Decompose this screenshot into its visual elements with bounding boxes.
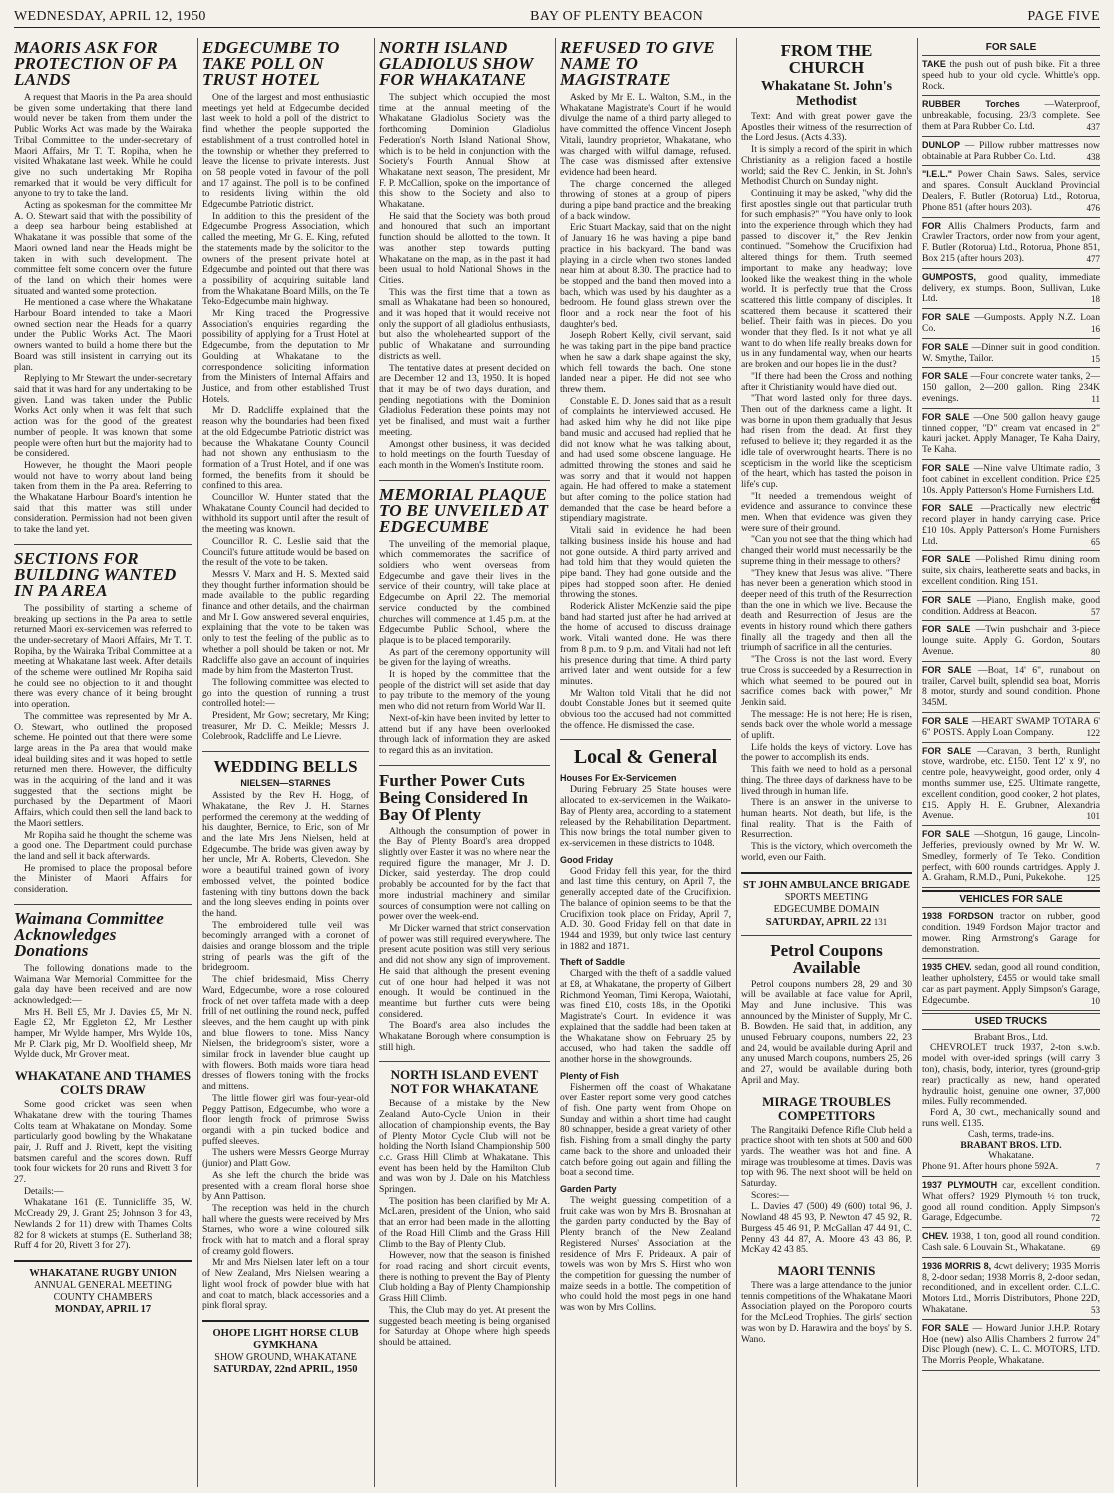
notice-rugby	[14, 1268, 192, 1316]
classified-ad	[922, 713, 1100, 743]
headline: WEDDING BELLS	[213, 757, 358, 777]
classified-ad	[922, 137, 1100, 167]
paragraph: The tentative dates at present decided on are December 12 and 13, 1950. It is hoped that it may be of two days duration, and pending negotiations with the Dominion Gladiolus Federation these points may not yet be finalised, and must wait a further meeting.	[379, 362, 550, 438]
ad-keyword: RUBBER Torches	[922, 99, 1020, 110]
ad-keyword: FOR SALE	[922, 503, 973, 514]
paragraph: Joseph Robert Kelly, civil servant, said he was taking part in the pipe band practice when he saw a dark shape against the sky, which fell towards the bach. One stone landed near a piper. He did not see who threw them.	[560, 330, 731, 395]
paragraph: The following donations made to the Waimana War Memorial Committee for the gala day have been received and are now acknowledged:—	[14, 962, 192, 1006]
paragraph: "That word lasted only for three days. Then out of the darkness came a light. It was borne in upon them gradually that Jesus had risen from the dead. At first they refused to believe it; they regarded it as the idle tale of overwrought hearts. There is no scepticism in the world like the scepticism of the heart, which has tasted the poison in life's cup.	[741, 393, 912, 490]
paragraph: President, Mr Gow; secretary, Mr King; treasurer, Mr D. C. Meikle; Messrs J. Colebrook, Radcliffe and Le Lievre.	[202, 710, 369, 743]
article-gladiolus	[379, 40, 550, 472]
notice-line: SATURDAY, 22nd APRIL, 1950	[213, 1363, 358, 1375]
paragraph: Mr King traced the Progressive Association's enquiries regarding the possibility of applying for a Trust Hotel at Edgecumbe, from the deputation to Mr Goulding at Whakatane to the correspondence soliciting information from the Ministers of Internal Affairs and Justice, and from other established Trust Hotels.	[202, 308, 369, 405]
classified-ad	[922, 826, 1100, 888]
paragraph: The following committee was elected to go into the question of running a trust controlled hotel:—	[202, 676, 369, 710]
ad-brabant	[922, 1030, 1100, 1177]
paragraph: There is an answer in the universe to human hearts. Not death, but life, is the final reality. That is the Faith of Resurrection.	[741, 797, 912, 841]
ad-number: 10	[1091, 995, 1100, 1006]
classified-ad	[922, 500, 1100, 551]
paragraph: It is hoped by the committee that the people of the district will set aside that day to pay tribute to the memory of the young men who did not return from World War II.	[379, 669, 550, 713]
headline: EDGECUMBE TO TAKE POLL ON TRUST HOTEL	[202, 38, 340, 89]
ad-text: good quality, immediate delivery, ex stumps. Boon, Sullivan, Luke Ltd.	[922, 271, 1100, 305]
ad-number: 131	[873, 916, 888, 927]
paragraph: Fishermen off the coast of Whakatane over Easter report some very good catches of fish. One party went from Ohope on Sunday and within a short time had caught 80 schnapper, beside a great variety of other fish. Fishing from a small dinghy the party came back to the shore and unloaded their catch before going out again and filling the boat a second time.	[560, 1081, 731, 1179]
divider	[14, 904, 192, 905]
classified-ad	[922, 1258, 1100, 1320]
paragraph: Text: And with great power gave the Apostles their witness of the resurrection of the Lord Jesus. (Acts 4.33).	[741, 111, 912, 144]
paragraph: Assisted by the Rev H. Hogg, of Whakatane, the Rev J. H. Starnes performed the ceremony at the wedding of his daughter, Bernice, to Eric, son of Mr and the late Mrs Jens Nielsen, held at Edgecumbe. The bride was given away by her uncle, Mr A. Roberts, Clevedon. She wore a beautiful trained gown of ivory embossed velvet, the pointed bodice fastening with tiny buttons down the back and the long sleeves ending in points over the hand.	[202, 790, 369, 919]
item-title: Plenty of Fish	[560, 1070, 620, 1081]
paragraph: Because of a mistake by the New Zealand Auto-Cycle Union in their allocation of championship events, the Bay of Plenty Motor Cycle Club will not be holding the North Island Championship 500 c.c. Grass Hill Climb at Whakatane. This event has been held by the Hamilton Club and was won by J. Dale on his Matchless Springen.	[379, 1098, 550, 1196]
paragraph: He promised to place the proposal before the Minister of Maori Affairs for consideration.	[14, 862, 192, 896]
paragraph: L. Davies 47 (500) 49 (600) total 96, J. Nowland 48 45 93, P. Newton 47 45 92, R. Burgess 45 46 91, P. McGallan 47 44 91, C. Penny 43 44 87, A. Moore 43 43 86, P. McKay 42 43 85.	[741, 1201, 912, 1256]
ad-number: 53	[1091, 1304, 1100, 1315]
paragraph: The ushers were Messrs George Murray (junior) and Platt Gow.	[202, 1147, 369, 1170]
paragraph: Good Friday fell this year, for the third and last time this century, on April 7, the generally accepted date of the Crucifixion. The balance of opinion seems to be that the Crucifixion took place on Friday, April 7, A.D. 30. Good Friday fell on that date in 1944 and 1939, but only twice last century in 1882 and 1871.	[560, 865, 731, 952]
ad-number: 477	[1086, 253, 1100, 264]
ad-number: 64	[1091, 496, 1100, 507]
article-petrol-coupons	[741, 942, 912, 1087]
notice-line: ANNUAL GENERAL MEETING	[33, 1279, 173, 1291]
ad-number: 438	[1086, 151, 1100, 162]
ad-text: 4cwt delivery; 1935 Morris 8, 2-door sedan; 1938 Morris 8, 2-door sedan, reconditioned, and in excellent order. C.L.C. Motors Ltd., Morris Distributors, Phone 22D, Whakatane.	[922, 1260, 1100, 1315]
paragraph: He said that the Society was both proud and honoured that such an important function should be allotted to the town. It was another step towards putting Whakatane on the map, as in the past it had been usual to hold National Shows in the Cities.	[379, 210, 550, 286]
ad-number: 80	[1091, 647, 1100, 658]
paragraph: The subject which occupied the most time at the annual meeting of the Whakatane Gladiolus Society was the forthcoming Dominion Gladiolus Federation's North Island National Show, which is to be held in conjunction with the Society's Fourth Annual Show at Whakatane next season, The president, Mr F. P. McCallion, spoke on the importance of this show to the Society and also to Whakatane.	[379, 92, 550, 211]
paragraph: "They knew that Jesus was alive. "There has never been a generation which stood in deeper need of this truth of the Resurrection than the one in which we live. Because the death and Resurrection of Jesus are the events in history round which there gathers finally all the tragedy and then all the triumph of sacrifice in all the centuries.	[741, 567, 912, 654]
divider	[202, 751, 369, 752]
paragraph: Whakatane 161 (E. Tunnicliffe 35, W. McCready 29, J. Grant 25; Johnson 3 for 43, Newlands 2 for 11) drew with Thames Colts 82 for 8 wickets at stumps (E. Sutherland 38; Ruff 4 for 20, Rivett 3 for 27).	[14, 1197, 192, 1252]
ad-text: Allis Chalmers Products, farm and Crawler Tractors, order now from your agent, F. Butler (Rotorua) Ltd., Rotorua, Phone 851, Box 215 (after hours 203).	[922, 220, 1100, 264]
paragraph: There was a large attendance to the junior tennis competitions of the Whakatane Maori Association played on the Poroporo courts for the McLeod Trophies. The girls' section was won by D. Harawira and the boys' by S. Wano.	[741, 1279, 912, 1345]
paragraph: The reception was held in the church hall where the guests were received by Mrs Starnes, who wore a wine coloured silk frock with hat to match and a floral spray of creamy gold flowers.	[202, 1202, 369, 1257]
paragraph: Mr Walton told Vitali that he did not doubt Constable Jones but it seemed quite obvious too the accused had not committed the offence. He dismissed the case.	[560, 687, 731, 731]
paragraph: During February 25 State houses were allocated to ex-servicemen in the Waikato-Bay of Plenty area, according to a statement released by the Rehabilitation Department. This now brings the total number given to ex-servicemen in these districts to 1048.	[560, 784, 731, 849]
classified-ad	[922, 592, 1100, 622]
classified-ad	[922, 339, 1100, 369]
ad-text: —Twin pushchair and 3-piece lounge suite. Apply G. Gordon, Soutars Avenue.	[922, 624, 1100, 658]
ad-keyword: FOR SALE	[922, 745, 972, 756]
ad-number: 16	[1091, 323, 1100, 334]
section-header: VEHICLES FOR SALE	[922, 890, 1100, 908]
notice-line: SPORTS MEETING	[784, 891, 869, 903]
column-rule	[736, 38, 737, 1487]
ad-number: 101	[1086, 811, 1100, 822]
classified-ad	[922, 1177, 1100, 1228]
paragraph: Constable E. D. Jones said that as a result of complaints he interviewed accused. He had asked him why he did not like pipe band music and accused had replied that he did not know what he was talking about, and had used some obscene language. He admitted throwing the stones and said he was sorry and that it would not happen again. He had offered to make a statement but after coming to the police station had demanded that the case be heard before a stipendiary magistrate.	[560, 395, 731, 525]
headline: Local & General	[573, 746, 718, 769]
paragraph: Councillor R. C. Leslie said that the Council's future attitude would be based on the result of the vote to be taken.	[202, 535, 369, 569]
article-cricket	[14, 1069, 192, 1252]
column-rule	[197, 38, 198, 1487]
article-sections	[14, 548, 192, 896]
masthead-date: WEDNESDAY, APRIL 12, 1950	[14, 9, 206, 24]
paragraph: Acting as spokesman for the committee Mr A. O. Stewart said that with the possibility of a deep sea harbour being established at Whakatane it was possible that some of the Maori owned land near the Heads might be taken in with such development. The committee felt some concern over the future of the land on which their homes were situated and wanted some protection.	[14, 200, 192, 297]
column-rule	[917, 38, 918, 1487]
ad-number: 476	[1086, 202, 1100, 213]
paragraph: One of the largest and most enthusiastic meetings yet held at Edgecumbe decided last week to hold a poll of the district to find whether the people supported the establishment of a trust controlled hotel in the township or whether they preferred to leave the license to private interests. Just on 58 people voted in favour of the poll and 17 against. The poll is to be confined to residents living within the old Edgecumbe Patriotic district.	[202, 92, 369, 211]
paragraph: Mr Ropiha said he thought the scheme was a good one. The Department could purchase the land and sell it back afterwards.	[14, 829, 192, 862]
ad-keyword: FOR	[922, 220, 941, 231]
headline: REFUSED TO GIVE NAME TO MAGISTRATE	[560, 38, 715, 89]
ad-number: 7	[1095, 1162, 1100, 1173]
ad-line: Phone 91. After hours phone 592A.	[922, 1161, 1059, 1173]
paragraph: The position has been clarified by Mr A. McLaren, president of the Union, who said that an error had been made in the allotting of the Road Hill Climb and the Grass Hill Climb to the Bay of Plenty Club.	[379, 1195, 550, 1250]
item-title: Good Friday	[560, 854, 614, 865]
paragraph: Continuing it may be asked, "why did the first apostles single out that particular truth for such emphasis?" "You have only to look into the experience through which they had passed to discover it," the Rev Jenkin continued. "Somehow the Crucifixion had altered things for them. Truth seemed important to make any headway; love looked like the weakest thing in the whole world. It is perfectly true that the Cross scattered this little company of disciples. It scattered them because it scattered their belief. Their faith was in pieces. Do you wonder that they fled. Is it not what ye all want to do when life really breaks down for us in any fundamental way, when our hearts are broken and our hopes lie in the dust?	[741, 187, 912, 371]
paragraph: However, now that the season is finished for road racing and short circuit events, there is nothing to prevent the Bay of Plenty Club holding a Bay of Plenty Championship Grass Hill Climb.	[379, 1250, 550, 1305]
ad-text: —HEART SWAMP TOTARA 6' 6" POSTS. Apply Loan Company.	[922, 716, 1100, 738]
ad-line: Ford A, 30 cwt., mechanically sound and runs well. £135.	[922, 1107, 1100, 1129]
ad-keyword: CHEV.	[922, 1231, 949, 1242]
paragraph: The weight guessing competition of a fruit cake was won by Mrs B. Brosnahan at the garden party conducted by the Bay of Plenty branch of the New Zealand Registered Nurses' Association at the residence of Mrs F. Prideaux. A pair of towels was won by Mrs S. Hirst who won the competition for guessing the number of maize seeds in a bottle. The competition of who could hold the most pegs in one hand was won by Mrs Collins.	[560, 1194, 731, 1314]
ad-number: 15	[1091, 353, 1100, 364]
paragraph: Mr and Mrs Nielsen later left on a tour of New Zealand, Mrs Nielsen wearing a light wool frock of powder blue with hat and coat to match, black accessories and a pink floral spray.	[202, 1257, 369, 1312]
ad-line: BRABANT BROS. LTD.	[960, 1139, 1062, 1151]
ad-text: —Waterproof, unbreakable, focusing. 23/3 complete. See them at Para Rubber Co. Ltd.	[922, 99, 1100, 132]
article-mirage	[741, 1095, 912, 1256]
classified-ad	[922, 551, 1100, 591]
paragraph: This, the Club may do yet. At present the suggested beach meeting is being organised for Saturday at Ohope where high speeds should be attained.	[379, 1304, 550, 1348]
ad-number: 437	[1086, 121, 1100, 132]
ad-text: tractor on rubber, good condition. 1949 Fordson Major tractor and mower. Ring Armstrong's Garage for demonstration.	[922, 911, 1100, 955]
ad-text: Power Chain Saws. Sales, service and spares. Consult Auckland Provincial Dealers, F. Butler (Rotorua) Ltd., Rotorua, Phone 851 (after hours 203).	[922, 169, 1100, 213]
item-title: Garden Party	[560, 1183, 617, 1194]
paragraph: In addition to this the president of the Edgecumbe Progress Association, which called the meeting, Mr G. E. King, refuted the statements made by the solicitor to the owners of the present private hotel at Edgecumbe and pointed out that there was a possibility of acquiring suitable land from the Whakatane Board Mills, on the Te Teko-Edgecumbe main highway.	[202, 210, 369, 308]
classified-ad	[922, 743, 1100, 827]
paragraph: "If there had been the Cross and nothing after it Christianity would have died out.	[741, 370, 912, 393]
ad-text: —One 500 gallon heavy gauge tinned copper, "D" cream vat encased in 2" kauri jacket. Apply Manager, Te Kaha Dairy, Te Kaha.	[922, 411, 1100, 456]
ad-keyword: FOR SALE	[922, 624, 971, 635]
paragraph: Although the consumption of power in the Bay of Plenty Board's area dropped slightly over Easter it was no where near the required figure the manager, Mr J. D. Dicker, said yesterday. The drop could probably be accounted for by the fact that more industrial machinery and similar sources of consumption were not calling on power over the week-end.	[379, 825, 550, 923]
paragraph: Charged with the theft of a saddle valued at £8, at Whakatane, the property of Gilbert Richmond Yeoman, Timi Keropa, Waiotahi, was fined £10, costs 18s, in the Opotiki Magistrate's Court. In evidence it was explained that the saddle had been taken at the Whakatane show on February 25 by accused, who had taken the saddle off another horse in the showgrounds.	[560, 968, 731, 1065]
classified-ad	[922, 1228, 1100, 1258]
paragraph: Mrs H. Bell £5, Mr J. Davies £5, Mr N. Eagle £2, Mr Eggleton £2, Mr Lesther hamper, Mr Wylde hamper, Mrs Wylde 10s, Mr P. Clark pig, Mr D. Woolfield sheep, Mr Wylde duck, Mr Grover meat.	[14, 1006, 192, 1061]
headline: SECTIONS FOR BUILDING WANTED IN PA AREA	[14, 548, 177, 600]
classified-ad	[922, 96, 1100, 136]
notice-line: GYMKHANA	[253, 1339, 318, 1351]
vehicle-ads-list	[922, 908, 1100, 1010]
notice-line: EDGECUMBE DOMAIN	[773, 903, 880, 915]
paragraph: Asked by Mr E. L. Walton, S.M., in the Whakatane Magistrate's Court if he would divulge the name of a third party alleged to have committed the offence Vincent Joseph Vitali, laundry proprietor, Whakatane, who was charged with wilful damage, refused. The case was dismissed after extensive evidence had been heard.	[560, 92, 731, 178]
column-1	[14, 38, 192, 1489]
ad-text: —Polished Rimu dining room suite, six chairs, leatherette seats and backs, in excellent condition. Ring 151.	[922, 554, 1100, 588]
divider	[379, 765, 550, 766]
item-title: Theft of Saddle	[560, 957, 625, 968]
classified-ad	[922, 1320, 1100, 1371]
paragraph: Next-of-kin have been invited by letter to attend but if any have been overlooked through lack of information they are asked to regard this as an invitation.	[379, 712, 550, 756]
ad-keyword: DUNLOP	[922, 139, 960, 150]
ad-keyword: "I.E.L."	[922, 169, 953, 180]
paragraph: The message: He is not here; He is risen, sends back over the whole world a message of uplift.	[741, 708, 912, 742]
ad-number: 125	[1086, 873, 1100, 884]
paragraph: Petrol coupons numbers 28, 29 and 30 will be available at face value for April, May and June inclusive. This was announced by the Minister of Supply, Mr C. B. Bowden. He said that, in addition, any unused February coupons, numbers 22, 23 and 24, would be available during April and any unused March coupons, numbers 25, 26 and 27, would be available during both April and May.	[741, 978, 912, 1086]
subheadline: Whakatane St. John's Methodist	[760, 79, 893, 109]
paragraph: The unveiling of the memorial plaque, which commemorates the sacrifice of soldiers who went overseas from Edgecumbe and gave their lives in the service of their country, will take place at Edgecumbe on April 22. The memorial service conducted by the combined churches will commence at 1.45 p.m. at the Edgecumbe Public School, where the plaque is to be placed temporarily.	[379, 538, 550, 646]
item-title: Houses For Ex-Servicemen	[560, 773, 677, 784]
headline: FROM THE CHURCH	[780, 41, 873, 77]
article-maori-pa-lands	[14, 40, 192, 536]
ad-line: CHEVROLET truck 1937, 2-ton s.w.b. model with over-ided springs (will carry 3 ton), chasis, body, interior, tyres (ground-grip rear) practically as new, hand operated hydraulic hoist, genuine one owner, 37,000 miles. Fully recommended.	[922, 1042, 1100, 1108]
headline: WHAKATANE AND THAMES COLTS DRAW	[14, 1068, 192, 1098]
paragraph: Vitali said in evidence he had been talking business inside his house and had not gone outside. A third party arrived and had told him that they would quieten the pipe band. They had gone outside and the pipes had stopped soon after. He denied throwing the stones.	[560, 525, 731, 601]
column-5	[741, 38, 912, 1489]
ad-text: car, excellent condition. What offers? 1929 Plymouth ½ ton truck, good all round condition. Apply Simpson's Garage, Edgecumbe.	[922, 1179, 1100, 1224]
paragraph: The charge concerned the alleged throwing of stones at a group of pipers during a pipe band practice and the breaking of a back window.	[560, 178, 731, 222]
ad-keyword: FOR SALE	[922, 554, 971, 565]
article-motorcycle	[379, 1068, 550, 1348]
paragraph: As part of the ceremony opportunity will be given for the laying of wreaths.	[379, 646, 550, 669]
notice-line: ST JOHN AMBULANCE BRIGADE	[743, 879, 910, 891]
ad-text: — Howard Junior J.H.P. Rotary Hoe (new) also Allis Chambers 2 furrow 24" Disc Plough (new). C. L. C. MOTORS, LTD. The Morris People, Whakatane.	[922, 1322, 1100, 1367]
classified-ad	[922, 908, 1100, 959]
paragraph: The possibility of starting a scheme of breaking up sections in the Pa area to settle returned Maori ex-servicemen was referred to the under-secretary of Maori Affairs, Mr T. T. Ropiha, by the Wairaka Tribal Committee at a meeting at Whakatane last week. After details of the scheme were outlined Mr Ropiha said he could see no objection to it and thought there was every chance of it being brought into operation.	[14, 602, 192, 711]
divider	[379, 1061, 550, 1062]
article-from-the-church	[741, 42, 912, 864]
paragraph: Eric Stuart Mackay, said that on the night of January 16 he was having a pipe band practice in his backyard. The band was playing in a circle when two stones landed near him at about 8.30. The practice had to be stopped and the band then moved into a bach, which was used by his daughter as a bedroom. He found glass strewn over the floor and a rock near the foot of his daughter's bed.	[560, 222, 731, 330]
column-3	[379, 38, 550, 1489]
paragraph: The little flower girl was four-year-old Peggy Pattison, Edgecumbe, who wore a floor length frock of primrose Swiss organdi with a pin tucked bodice and puffed sleeves.	[202, 1092, 369, 1147]
ad-keyword: FOR SALE	[922, 312, 970, 323]
notice-line: SHOW GROUND, WHAKATANE	[214, 1351, 357, 1363]
ad-text: the push out of push bike. Fit a three speed hub to your old cycle. Whittle's opp. Rock.	[922, 59, 1100, 92]
ad-line: Whakatane.	[988, 1150, 1034, 1162]
divider	[202, 1320, 369, 1322]
article-wedding	[202, 758, 369, 1312]
headline: NORTH ISLAND EVENT NOT FOR WHAKATANE	[390, 1067, 539, 1097]
masthead	[14, 6, 1100, 28]
paragraph: "The Cross is not the last word. Every true Cross is succeeded by a Resurrection in which what seemed to be poured out in sacrifice comes back with power," Mr Jenkin said.	[741, 654, 912, 708]
paragraph: The Rangitaiki Defence Rifle Club held a practice shoot with ten shots at 500 and 600 yards. The weather was hot and fine. A mirage was troublesome at times. Davis was top with 96. The next shoot will be held on Saturday.	[741, 1124, 912, 1190]
classified-ad	[922, 218, 1100, 269]
ad-number: 72	[1091, 1213, 1100, 1224]
ad-text: —Nine valve Ultimate radio, 3 foot cabinet in excellent condition. Price £25 10s. Apply Patterson's Home Furnishers Ltd.	[922, 462, 1100, 496]
ad-keyword: 1935 CHEV.	[922, 962, 972, 973]
ad-text: 1938, 1 ton, good all round condition. Cash sale. 6 Louvain St., Whakatane.	[922, 1231, 1100, 1253]
notice-ambulance	[741, 880, 912, 929]
column-2	[202, 38, 369, 1489]
divider	[14, 544, 192, 545]
ad-text: —Piano, English make, good condition. Address at Beacon.	[922, 594, 1100, 617]
classified-ad	[922, 621, 1100, 661]
ad-keyword: FOR SALE	[922, 411, 970, 422]
headline: MEMORIAL PLAQUE TO BE UNVEILED AT EDGECUMBE	[379, 484, 549, 536]
ad-keyword: FOR SALE	[922, 664, 972, 675]
ad-line: Brabant Bros., Ltd.	[974, 1031, 1048, 1043]
ad-keyword: 1938 FORDSON	[922, 911, 994, 922]
classified-ad	[922, 309, 1100, 339]
paragraph: Messrs V. Marx and H. S. Mexted said they thought further information should be made available to the public regarding finance and other details, and the chairman and Mr I. Gow answered several enquiries, explaining that the vote to be taken was only to test the feeling of the public as to whether a poll should be taken or not. Mr Radcliffe also gave an account of inquiries made by him from the Masterton Trust.	[202, 568, 369, 677]
ad-text: —Four concrete water tanks, 2—150 gallon, 2—200 gallon. Ring 234K evenings.	[922, 371, 1100, 404]
ad-text: sedan, good all round condition, leather upholstery, £455 or would take small car as part payment. Apply Simpson's Garage, Edgecumbe.	[922, 962, 1100, 1006]
ad-keyword: 1937 PLYMOUTH	[922, 1179, 998, 1190]
paragraph: Roderick Alister McKenzie said the pipe band had started just after he had arrived at the home of accused to discuss drainage work. Vitali wanted done. He was there from 8 p.m. to 9 p.m. and Vitali had not left his presence during that time. A third party arrived later and went outside for a few minutes.	[560, 601, 731, 687]
paragraph: A request that Maoris in the Pa area should be given some undertaking that there land would never be taken from them under the Public Works Act was made by the Wairaka Tribal Committee to the under-secretary of Maori Affairs, Mr T. T. Ropiha, when he visited Whakatane last week. While he could give no such undertaking Mr Ropiha remarked that it would be very difficult for anyone to try to take the land.	[14, 92, 192, 200]
paragraph: Details:—	[24, 1185, 64, 1197]
article-local-general	[560, 746, 731, 1313]
ad-keyword: FOR SALE	[922, 341, 969, 352]
ad-number: 11	[1091, 393, 1100, 404]
ad-text: —Caravan, 3 berth, Runlight stove, wardrobe, etc. £150. Tent 12' x 9', no centre pole, heavyweight, good order, only 4 months summer use, £25. Ultimate rangette, excellent condition, good cooker, 2 hot plates, £15. Apply H. E. Grubner, Alexandria Avenue.	[922, 745, 1100, 822]
paragraph: The Board's area also includes the Whakatane Borough where consumption is still high.	[379, 1020, 550, 1053]
classified-ad	[922, 368, 1100, 408]
classified-ad	[922, 409, 1100, 460]
divider	[741, 872, 912, 874]
notice-line: SATURDAY, APRIL 22	[765, 916, 872, 928]
ad-keyword: FOR SALE	[922, 462, 970, 473]
paragraph: He mentioned a case where the Whakatane Harbour Board intended to take a Maori owned section near the Heads for a quarry under the Public Works Act. The Maori owners wanted to build a home there but the Board was still insistent in carrying out its plan.	[14, 297, 192, 373]
ad-line: Cash, terms, trade-ins.	[967, 1128, 1055, 1140]
article-waimana	[14, 908, 192, 1061]
vehicle-ads-list-2	[922, 1177, 1100, 1371]
article-refused-name	[560, 40, 731, 731]
ad-text: —Practically new electric record player in handy carrying case. Price £10 10s. Apply Patterson's Home Furnishers Ltd.	[922, 503, 1100, 547]
ad-keyword: FOR SALE	[922, 594, 971, 605]
column-6-classifieds	[922, 38, 1100, 1489]
ad-number: 57	[1091, 606, 1100, 617]
article-power-cuts	[379, 772, 550, 1054]
paragraph: This faith we need to hold as a personal thing. The three days of darkness have to be lived through in human life.	[741, 764, 912, 797]
paragraph: It is simply a record of the spirit in which Christianity as a religion faced a hostile world; said the Rev C. Jenkin, in St. John's Methodist Church on Sunday night.	[741, 144, 912, 188]
ad-number: 18	[1091, 294, 1100, 305]
column-rule	[374, 38, 375, 1487]
ads-list	[922, 56, 1100, 888]
masthead-paper: BAY OF PLENTY BEACON	[530, 9, 703, 24]
paragraph: Some good cricket was seen when Whakatane drew with the touring Thames Colts team at Whakatane on Monday. Some particularly good bowling by the Whakatane pair, J. Ruff and J. Rivett, kept the visiting batsmen careful and the scores down. Ruff took four wickets for 20 runs and Rivett 3 for 27.	[14, 1099, 192, 1186]
notice-ohope-gymkhana	[202, 1328, 369, 1376]
section-header: FOR SALE	[922, 40, 1100, 56]
classified-ad	[922, 460, 1100, 507]
ad-text: —Shotgun, 16 gauge, Lincoln-Jefferies, previously owned by Mr W. W. Smedley, formerly of Te Teko. Condition perfect, with 600 rounds cartridges. Apply J. A. Graham, R.M.D., Puni, Pukekohe.	[922, 829, 1100, 884]
classified-ad	[922, 959, 1100, 1010]
headline: Further Power Cuts Being Considered In Bay Of Plenty	[379, 770, 528, 824]
paragraph: "It needed a tremendous weight of evidence and assurance to convince these men. When that evidence was given they were sure of their ground.	[741, 490, 912, 534]
classified-ad	[922, 662, 1100, 713]
paragraph: Amongst other business, it was decided to hold meetings on the fourth Tuesday of each month in the Women's Institute room.	[379, 438, 550, 471]
column-rule	[555, 38, 556, 1487]
ad-keyword: FOR SALE	[922, 371, 968, 382]
divider	[14, 1260, 192, 1262]
ad-text: —Boat, 14' 6", runabout on trailer, Carvel built, splendid sea boat, Morris 8 motor, sturdy and sound condition. Phone 345M.	[922, 664, 1100, 709]
subheadline: NIELSEN—STARNES	[240, 778, 331, 789]
notice-line: MONDAY, APRIL 17	[54, 1303, 152, 1315]
paragraph: The chief bridesmaid, Miss Cherry Ward, Edgecumbe, wore a rose coloured frock of net over taffeta made with a deep frill of net outlining the round neck, puffed sleeves, and the hem caught up with pink and blue flowers to tone. Miss Nancy Nielsen, the bridegroom's sister, wore a similar frock in lavender blue caught up with flowers. Both maids wore tiara head dresses of flowers toning with the frocks and mittens.	[202, 974, 369, 1093]
ad-number: 69	[1091, 1242, 1100, 1253]
headline: Petrol Coupons Available	[770, 940, 883, 977]
ad-number: 65	[1091, 536, 1100, 547]
notice-line: WHAKATANE RUGBY UNION	[29, 1267, 177, 1279]
ad-number: 122	[1086, 727, 1100, 738]
paragraph: The embroidered tulle veil was becomingly arranged with a coronet of daisies and orange blossom and the triple string of pearls was the gift of the bridegroom.	[202, 919, 369, 974]
article-maori-tennis	[741, 1264, 912, 1345]
headline: MAORIS ASK FOR PROTECTION OF PA LANDS	[14, 38, 178, 89]
notice-line: OHOPE LIGHT HORSE CLUB	[212, 1327, 359, 1339]
ad-keyword: FOR SALE	[922, 1322, 969, 1333]
paragraph: This is the victory, which overcometh the world, even our Faith.	[741, 841, 912, 863]
paragraph: Mr D. Radcliffe explained that the reason why the boundaries had been fixed at the old Edgecumbe Patriotic district was because the Whakatane County Council had not shown any enthusiasm to the formation of a Trust Hotel, and if one was formed, the benefits from it should be confined to this area.	[202, 405, 369, 492]
ad-keyword: GUMPOSTS,	[922, 271, 977, 282]
headline: MAORI TENNIS	[777, 1262, 876, 1278]
ad-keyword: FOR SALE	[922, 829, 970, 840]
article-memorial-plaque	[379, 484, 550, 757]
article-edgecumbe-trust-hotel	[202, 40, 369, 743]
divider	[379, 480, 550, 481]
paragraph: Mr Dicker warned that strict conservation of power was still required everywhere. The present acute position was still very serious and did not show any sign of improvement. He said that although the present evening cut of one hour had helped it was not enough. It would be continued in the meantime but further cuts were being considered.	[379, 923, 550, 1020]
classified-ad	[922, 56, 1100, 96]
paragraph: Life holds the keys of victory. Love has the power to accomplish its ends.	[741, 741, 912, 764]
ad-keyword: TAKE	[922, 59, 946, 69]
divider	[560, 739, 731, 740]
paragraph: This was the first time that a town as small as Whakatane had been so honoured, and it was hoped that it would receive not only the support of all gladiolus enthusiasts, but also the wholehearted support of the public of Whakatane and surrounding districts as well.	[379, 286, 550, 362]
divider	[741, 935, 912, 936]
column-4	[560, 38, 731, 1489]
classified-ad	[922, 269, 1100, 309]
headline: MIRAGE TROUBLES COMPETITORS	[762, 1093, 891, 1123]
paragraph: Councillor W. Hunter stated that the Whakatane County Council had decided to withhold its support until after the result of the meeting was known.	[202, 492, 369, 536]
paragraph: Scores:—	[751, 1189, 789, 1201]
paragraph: The committee was represented by Mr A. O. Stewart, who outlined the proposed scheme. He pointed out that there were some large areas in the Pa area that would make ideal building sites and it was hoped to settle returned men there. However, the difficulty was in the acquiring of the land and it was suggested that the sections might be purchased by the Department of Maori Affairs, which could then sell the land back to the Maori settlers.	[14, 710, 192, 829]
ad-keyword: FOR SALE	[922, 716, 969, 727]
paragraph: "Can you not see that the thing which had changed their world must necessarily be the supreme thing in their message to others?	[741, 534, 912, 567]
paragraph: However, he thought the Maori people would not have to worry about land being taken from them in the Pa area. Referring to the Whakatane Harbour Board's intention he said that this matter was still under consideration. Permission had not been given to take the land yet.	[14, 459, 192, 536]
classified-ad	[922, 166, 1100, 217]
paragraph: As she left the church the bride was presented with a cream floral horse shoe by Ann Pattison.	[202, 1169, 369, 1203]
notice-line: COUNTY CHAMBERS	[53, 1291, 153, 1303]
paragraph: Replying to Mr Stewart the under-secretary said that it was hard for any undertaking to be given. Land was taken under the Public Works Act only when it was felt that such action was for the good of the greatest number of people. It was known that some people were often hurt but the majority had to be considered.	[14, 373, 192, 460]
ad-text: —Dinner suit in good condition. W. Smythe, Tailor.	[922, 341, 1100, 364]
headline: NORTH ISLAND GLADIOLUS SHOW FOR WHAKATANE	[379, 38, 534, 89]
masthead-page: PAGE FIVE	[1027, 9, 1100, 24]
ad-keyword: 1936 MORRIS 8,	[922, 1260, 992, 1271]
ad-text: —Gumposts. Apply N.Z. Loan Co.	[922, 312, 1100, 334]
section-header: USED TRUCKS	[922, 1013, 1100, 1030]
headline: Waimana Committee Acknowledges Donations	[14, 908, 164, 960]
ad-text: — Pillow rubber mattresses now obtainable at Para Rubber Co. Ltd.	[922, 139, 1100, 162]
